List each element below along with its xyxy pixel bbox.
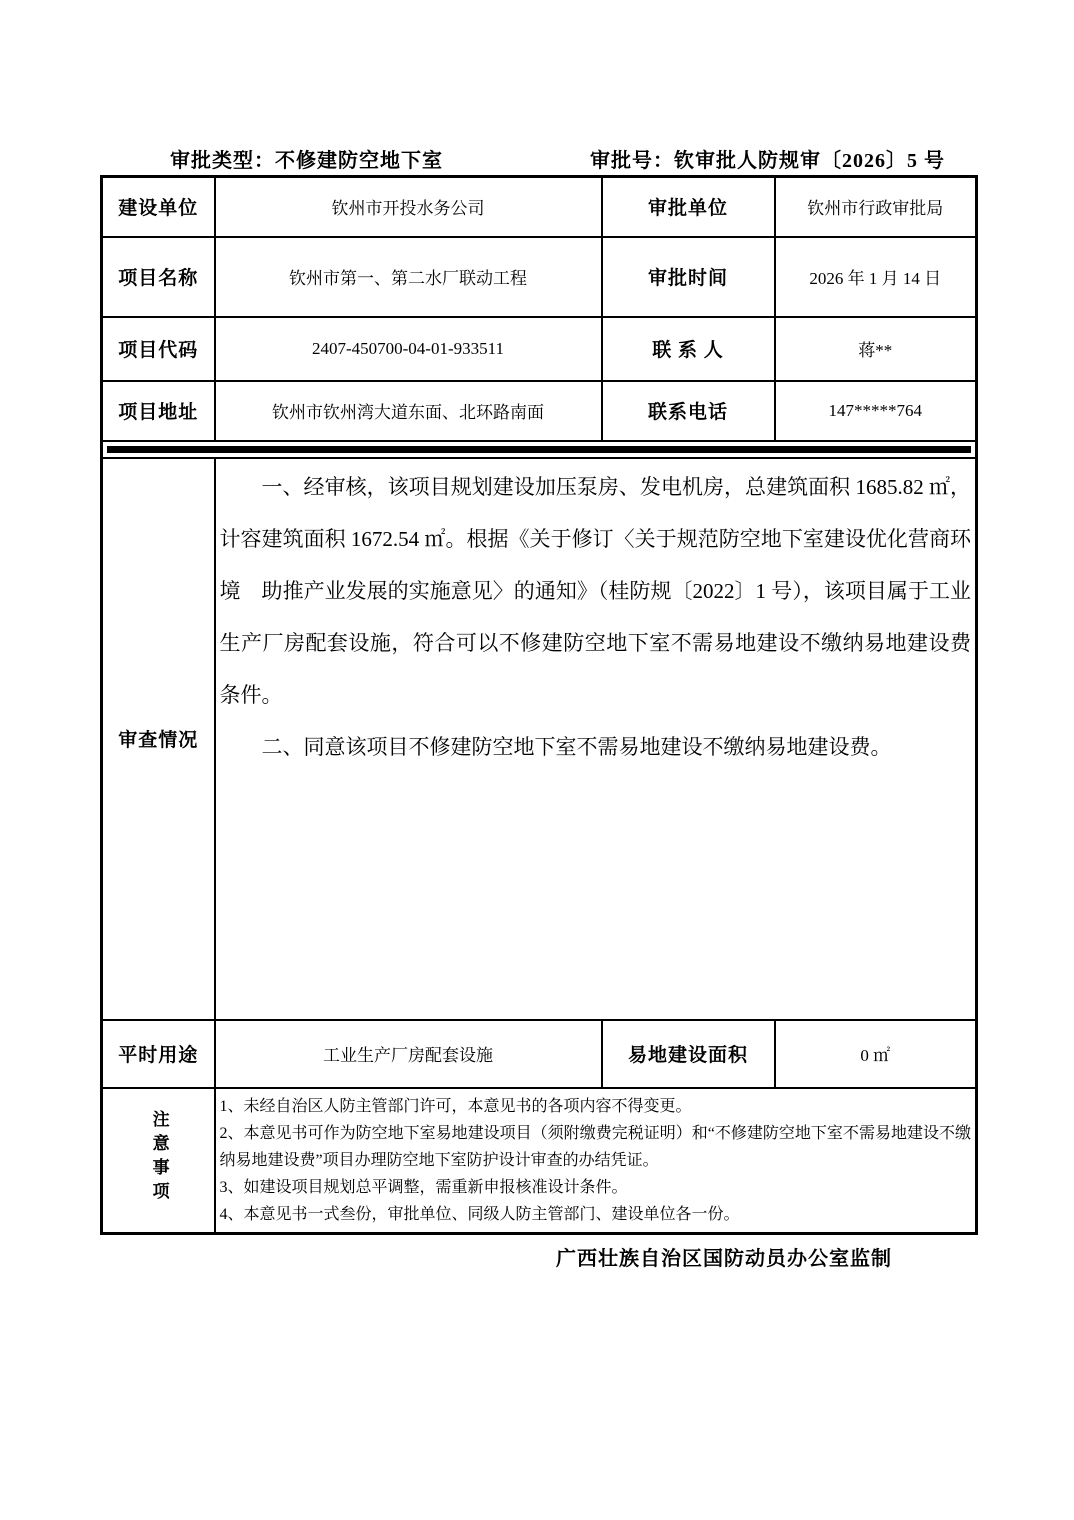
notes-vertical-label: 注意事项	[149, 1109, 169, 1206]
contact-person-label: 联 系 人	[602, 317, 775, 381]
construction-unit-value: 钦州市开投水务公司	[215, 177, 602, 237]
table-row	[102, 237, 977, 317]
thick-divider-row	[102, 441, 977, 458]
notes-label-cell	[102, 1088, 215, 1234]
table-row	[102, 1020, 977, 1088]
review-section-row	[102, 458, 977, 1020]
review-status-content	[215, 458, 977, 1020]
project-code-label: 项目代码	[102, 317, 215, 381]
table-row	[102, 317, 977, 381]
contact-person-value: 蒋**	[775, 317, 977, 381]
notes-section-row	[102, 1088, 977, 1234]
review-paragraph-2: 二、同意该项目不修建防空地下室不需易地建设不缴纳易地建设费。	[261, 734, 892, 759]
note-item-3: 3、如建设项目规划总平调整，需重新申报核准设计条件。	[219, 1178, 628, 1196]
notes-content	[215, 1088, 977, 1234]
approval-authority-value: 钦州市行政审批局	[775, 177, 977, 237]
contact-phone-value: 147*****764	[775, 381, 977, 441]
note-item-1: 1、未经自治区人防主管部门许可，本意见书的各项内容不得变更。	[219, 1097, 692, 1115]
peacetime-usage-label: 平时用途	[102, 1020, 215, 1088]
contact-phone-label: 联系电话	[602, 381, 775, 441]
approval-authority-label: 审批单位	[602, 177, 775, 237]
table-row	[102, 381, 977, 441]
project-name-label: 项目名称	[102, 237, 215, 317]
review-paragraph-1: 一、经审核，该项目规划建设加压泵房、发电机房，总建筑面积 1685.82 ㎡，计容建筑面积 1672.54 ㎡。根据《关于修订〈关于规范防空地下室建设优化营商环境 助推产业发展的实施意见〉的通知》（桂防规〔2022〕1 号），该项目属于工业生产厂房配套设施，符合可以不修建防空地下室不需易地建设不缴纳易地建设费条件。	[219, 474, 971, 707]
peacetime-usage-value: 工业生产厂房配套设施	[215, 1020, 602, 1088]
project-address-value: 钦州市钦州湾大道东面、北环路南面	[215, 381, 602, 441]
offsite-area-value: 0 ㎡	[775, 1020, 977, 1088]
offsite-area-label: 易地建设面积	[602, 1020, 775, 1088]
approval-number-line: 审批号：钦审批人防规审〔2026〕5 号	[590, 150, 945, 172]
approval-date-value: 2026 年 1 月 14 日	[775, 237, 977, 317]
note-item-2: 2、本意见书可作为防空地下室易地建设项目（须附缴费完税证明）和“不修建防空地下室不需易地建设不缴纳易地建设费”项目办理防空地下室防护设计审查的办结凭证。	[219, 1124, 971, 1169]
table-row	[102, 177, 977, 237]
approval-date-label: 审批时间	[602, 237, 775, 317]
construction-unit-label: 建设单位	[102, 177, 215, 237]
project-address-label: 项目地址	[102, 381, 215, 441]
project-name-value: 钦州市第一、第二水厂联动工程	[215, 237, 602, 317]
approval-table	[100, 175, 978, 1235]
thick-divider	[102, 441, 977, 458]
project-code-value: 2407-450700-04-01-933511	[215, 317, 602, 381]
divider-bar	[107, 446, 971, 453]
approval-type-line: 审批类型：不修建防空地下室	[170, 150, 443, 172]
review-status-label: 审查情况	[102, 458, 215, 1020]
issuing-office-footer: 广西壮族自治区国防动员办公室监制	[556, 1248, 892, 1270]
note-item-4: 4、本意见书一式叁份，审批单位、同级人防主管部门、建设单位各一份。	[219, 1205, 740, 1223]
